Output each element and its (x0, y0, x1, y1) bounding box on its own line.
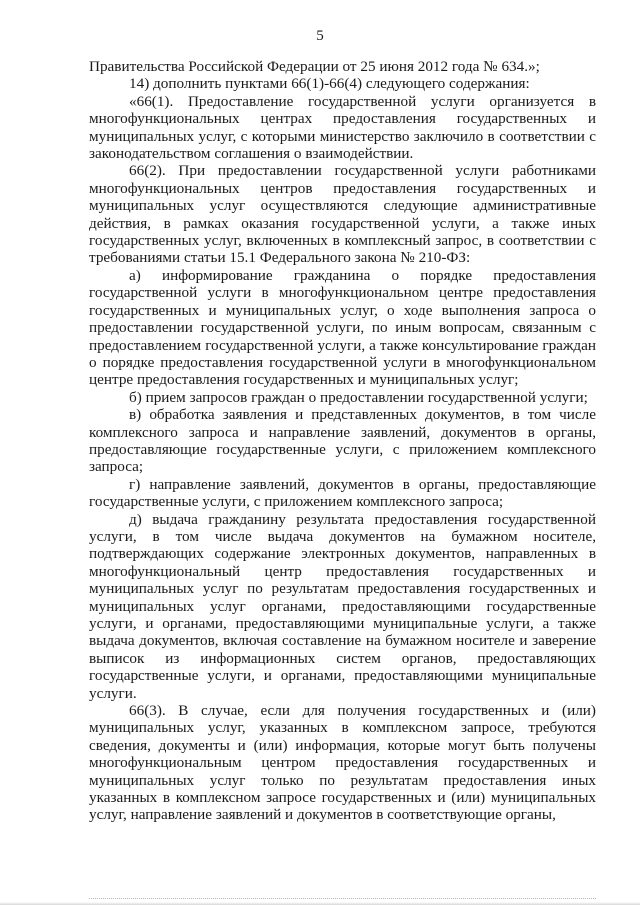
paragraph-66-2-v: в) обработка заявления и представленных документов, в том числе комплексного запроса и направление заявлений, документов в органы, предоставляющие государственные услуги, с приложением комплексного запроса; (89, 406, 596, 476)
document-body (89, 58, 596, 824)
paragraph-item-14: 14) дополнить пунктами 66(1)-66(4) следующего содержания: (129, 75, 530, 93)
paragraph-66-2-d: д) выдача гражданину результата предоставления государственной услуги, в том числе выдача документов на бумажном носителе, подтверждающих содержание электронных документов, направленных в многофункциональный центр предоставления государственных и муниципальных услуг по результатам предоставления государственных и муниципальных услуг органами, предоставляющими государственные услуги, и органами, предоставляющими муниципальные услуги, а также выдача документов, включая составление на бумажном носителе и заверение выписок из информационных систем органов, предоставляющих государственные услуги, и органами, предоставляющими муниципальные услуги. (89, 510, 596, 702)
paragraph-66-2-a: а) информирование гражданина о порядке предоставления государственной услуги в многофункциональном центре предоставления государственных и муниципальных услуг, о ходе выполнения запроса о предоставлении государственной услуги, по иным вопросам, связанным с предоставлением государственной услуги, а также консультирование граждан о порядке предоставления государственной услуги в многофункциональном центре предоставления государственных и муниципальных услуг; (89, 266, 596, 389)
paragraph-66-1: «66(1). Предоставление государственной услуги организуется в многофункциональных центрах предоставления государственных и муниципальных услуг, с которыми министерство заключило в соответствии с законодательством соглашения о взаимодействии. (89, 92, 596, 163)
scan-cut-line (89, 898, 596, 901)
paragraph-66-2-g: г) направление заявлений, документов в органы, предоставляющие государственные услуги, с приложением комплексного запроса; (89, 475, 596, 511)
paragraph-66-2: 66(2). При предоставлении государственной услуги работниками многофункциональных центров предоставления государственных и муниципальных услуг осуществляются следующие административные действия, в рамках оказания государственной услуги, а также иных государственных услуг, включенных в комплексный запрос, в соответствии с требованиями статьи 15.1 Федерального закона № 210-ФЗ: (89, 162, 596, 267)
paragraph-66-3: 66(3). В случае, если для получения государственных и (или) муниципальных услуг, указанных в комплексном запросе, требуются сведения, документы и (или) информация, которые могут быть получены многофункциональным центром предоставления государственных и муниципальных услуг только по результатам предоставления иных указанных в комплексном запросе государственных и (или) муниципальных услуг, направление заявлений и документов в соответствующие органы, (89, 702, 596, 824)
paragraph-continuation: Правительства Российской Федерации от 25 июня 2012 года № 634.»; (89, 58, 540, 75)
paragraph-66-2-b: б) прием запросов граждан о предоставлении государственной услуги; (129, 388, 588, 406)
page-number: 5 (316, 28, 324, 44)
